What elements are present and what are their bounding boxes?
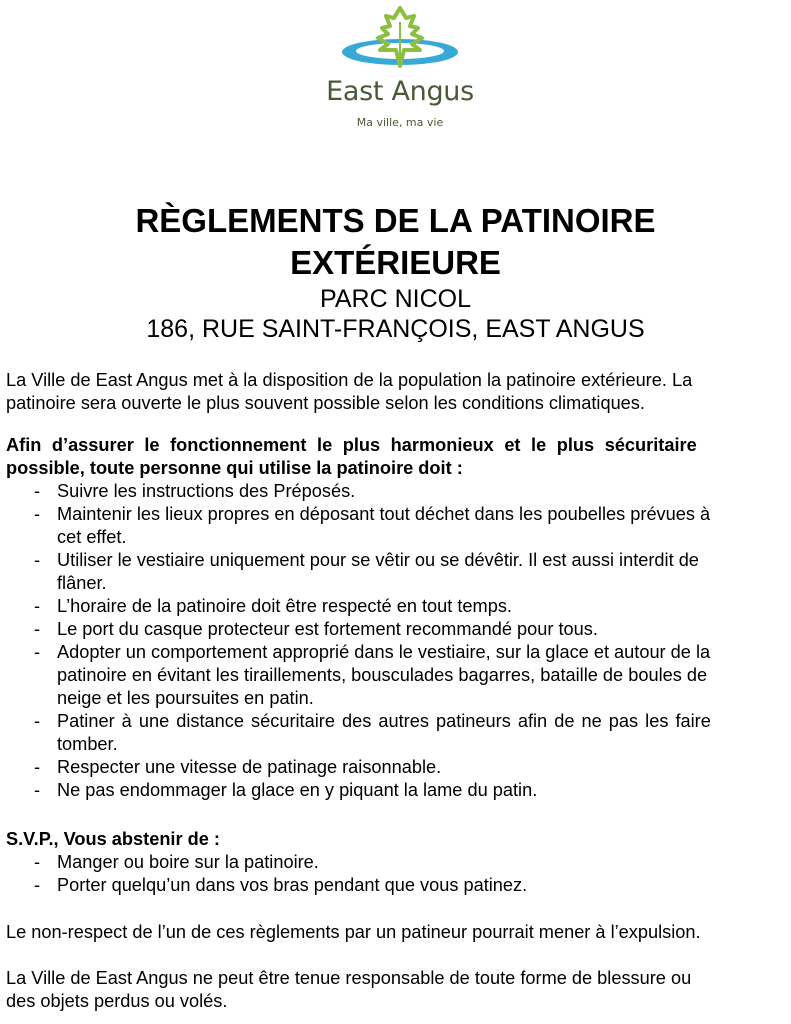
list-item: - Patiner à une distance sécuritaire des autres patineurs afin de ne pas les faire tomber. [34, 711, 711, 754]
abstain-list [6, 851, 783, 897]
tree-water-logo-icon [338, 4, 462, 76]
bullet-dash: - [34, 619, 41, 639]
list-item: - Manger ou boire sur la patinoire. [34, 852, 319, 872]
list-item: - Maintenir les lieux propres en déposant tout déchet dans les poubelles prévues à cet effet. [34, 504, 711, 547]
expulsion-notice: Le non-respect de l’un de ces règlements par un patineur pourrait mener à l’expulsion. [6, 922, 701, 942]
liability-line-2: des objets perdus ou volés. [6, 991, 228, 1011]
east-angus-logo [300, 0, 500, 140]
intro-line-2: patinoire sera ouverte le plus souvent possible selon les conditions climatiques. [6, 393, 645, 413]
logo-tagline: Ma ville, ma vie [356, 116, 444, 129]
title-line-2: EXTÉRIEURE [290, 244, 501, 281]
rules-heading-line-1: Afin d’assurer le fonctionnement le plus harmonieux et le plus sécuritaire [6, 435, 697, 455]
bullet-dash: - [34, 504, 41, 524]
liability-line-1: La Ville de East Angus ne peut être tenue responsable de toute forme de blessure ou [6, 968, 692, 988]
list-item: - Porter quelqu’un dans vos bras pendant que vous patinez. [34, 875, 528, 895]
page-title [0, 200, 791, 284]
location-name: PARC NICOL [320, 285, 471, 313]
list-item: - Suivre les instructions des Préposés. [34, 481, 356, 501]
logo-wordmark: East Angus [326, 76, 474, 107]
list-item: - Ne pas endommager la glace en y piquant la lame du patin. [34, 780, 538, 800]
bullet-dash: - [34, 875, 41, 895]
rules-heading [6, 434, 783, 480]
list-item: - Adopter un comportement approprié dans le vestiaire, sur la glace et autour de la patinoire en évitant les tiraillements, bousculades bagarres, bataille de boules de neige et les poursuites en patin. [34, 642, 711, 708]
list-item: - Respecter une vitesse de patinage raisonnable. [34, 757, 442, 777]
list-item: - Le port du casque protecteur est fortement recommandé pour tous. [34, 619, 598, 639]
title-line-1: RÈGLEMENTS DE LA PATINOIRE [135, 202, 656, 239]
bullet-dash: - [34, 780, 41, 800]
intro-paragraph [6, 369, 783, 415]
bullet-dash: - [34, 711, 41, 731]
bullet-dash: - [34, 481, 41, 501]
list-item: - L’horaire de la patinoire doit être respecté en tout temps. [34, 596, 512, 616]
bullet-dash: - [34, 757, 41, 777]
bullet-dash: - [34, 550, 41, 570]
liability-notice [6, 967, 783, 1013]
location-address: 186, RUE SAINT-FRANÇOIS, EAST ANGUS [146, 315, 645, 343]
rules-heading-line-2: possible, toute personne qui utilise la patinoire doit : [6, 458, 463, 478]
intro-line-1: La Ville de East Angus met à la disposition de la population la patinoire extérieure. La [6, 370, 693, 390]
bullet-dash: - [34, 596, 41, 616]
rules-list [6, 480, 783, 802]
bullet-dash: - [34, 642, 41, 662]
bullet-dash: - [34, 852, 41, 872]
location-block [0, 284, 791, 344]
abstain-heading: S.V.P., Vous abstenir de : [6, 829, 220, 849]
list-item: - Utiliser le vestiaire uniquement pour se vêtir ou se dévêtir. Il est aussi interdit de flâner. [34, 550, 699, 593]
